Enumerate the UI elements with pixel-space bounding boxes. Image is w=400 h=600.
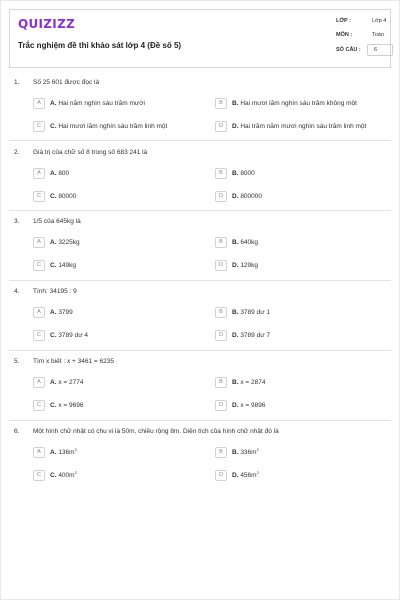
question-divider <box>9 210 391 211</box>
option-content <box>50 239 80 246</box>
option-text: x = 9696 <box>58 402 84 409</box>
question-text: Tính: 34195 : 9 <box>33 288 77 295</box>
option-text: 80000 <box>58 193 77 200</box>
option-letter: C. <box>50 262 57 269</box>
option-letter: D. <box>232 262 239 269</box>
option-box[interactable]: B <box>215 447 227 458</box>
option-box[interactable]: A <box>33 377 45 388</box>
option-text: 640kg <box>240 239 259 246</box>
option-content <box>232 309 270 316</box>
option-superscript: 2 <box>74 469 77 475</box>
option-letter: B. <box>232 379 239 386</box>
quizizz-logo: QUIZIZZ <box>18 17 76 31</box>
worksheet-title: Trắc nghiệm đề thi khảo sát lớp 4 (Đề số 5) <box>18 41 182 50</box>
option-content <box>232 402 265 409</box>
meta-class-label: LỚP : <box>336 18 351 24</box>
meta-subject-value: Toán <box>372 32 384 38</box>
option-text: x = 2874 <box>240 379 266 386</box>
option-content <box>50 262 76 269</box>
option-content <box>232 262 258 269</box>
option-box[interactable]: A <box>33 237 45 248</box>
question-text: Một hình chữ nhật có chu vi là 50m, chiều rộng 8m. Diện tích của hình chữ nhật đó là <box>33 428 279 435</box>
option-box[interactable]: A <box>33 307 45 318</box>
option-letter: C. <box>50 332 57 339</box>
option-text: Hai mươi lăm nghìn sáu trăm không một <box>240 100 357 107</box>
option-text: Hai mươi lăm nghìn sáu trăm linh một <box>58 123 168 130</box>
option-letter: B. <box>232 309 239 316</box>
option-superscript: 2 <box>256 469 259 475</box>
question-number: 4. <box>14 288 20 295</box>
option-text: x = 2774 <box>58 379 84 386</box>
question-divider <box>9 350 391 351</box>
question-number: 5. <box>14 358 20 365</box>
option-content <box>232 170 255 177</box>
option-box[interactable]: C <box>33 191 45 202</box>
option-text: 129kg <box>240 262 259 269</box>
option-letter: A. <box>50 449 57 456</box>
option-superscript: 2 <box>256 446 259 452</box>
option-box[interactable]: B <box>215 168 227 179</box>
option-content <box>232 239 258 246</box>
worksheet-header <box>9 9 391 68</box>
option-text: 336m <box>240 449 257 456</box>
option-content <box>232 379 265 386</box>
option-letter: C. <box>50 123 57 130</box>
question-text: Giá trị của chữ số 8 trong số 683 241 là <box>33 149 148 156</box>
option-letter: C. <box>50 402 57 409</box>
option-letter: A. <box>50 309 57 316</box>
option-content <box>232 469 259 479</box>
option-text: 8000 <box>240 170 255 177</box>
option-letter: D. <box>232 193 239 200</box>
option-letter: A. <box>50 100 57 107</box>
option-content <box>232 123 366 130</box>
option-letter: B. <box>232 449 239 456</box>
option-letter: B. <box>232 170 239 177</box>
option-letter: D. <box>232 472 239 479</box>
option-text: 3789 dư 7 <box>240 332 270 339</box>
question-divider <box>9 280 391 281</box>
option-text: 3799 <box>58 309 73 316</box>
option-letter: A. <box>50 239 57 246</box>
question-text: Tìm x biết : x + 3461 = 6235 <box>33 358 114 365</box>
option-box[interactable]: D <box>215 400 227 411</box>
option-text: 456m <box>240 472 257 479</box>
option-box[interactable]: C <box>33 470 45 481</box>
option-box[interactable]: C <box>33 121 45 132</box>
option-content <box>50 332 88 339</box>
option-box[interactable]: D <box>215 330 227 341</box>
option-letter: D. <box>232 332 239 339</box>
option-content <box>50 123 167 130</box>
option-text: 136m <box>58 449 75 456</box>
option-content <box>50 193 76 200</box>
question-divider <box>9 420 391 421</box>
option-text: Hai năm nghìn sáu trăm mười <box>58 100 145 107</box>
option-content <box>232 193 262 200</box>
option-text: Hai trăm năm mươi nghìn sáu trăm linh một <box>240 123 367 130</box>
option-box[interactable]: D <box>215 470 227 481</box>
option-box[interactable]: B <box>215 307 227 318</box>
option-letter: D. <box>232 123 239 130</box>
meta-class-value: Lớp 4 <box>372 18 387 24</box>
question-text: 1/5 của 645kg là <box>33 218 81 225</box>
option-box[interactable]: B <box>215 237 227 248</box>
option-content <box>50 100 145 107</box>
option-text: 3789 dư 4 <box>58 332 88 339</box>
option-box[interactable]: C <box>33 330 45 341</box>
question-number: 1. <box>14 79 20 86</box>
option-box[interactable]: C <box>33 400 45 411</box>
option-content <box>50 170 69 177</box>
option-superscript: 2 <box>74 446 77 452</box>
question-text: Số 25 601 được đọc là <box>33 79 100 86</box>
option-box[interactable]: B <box>215 377 227 388</box>
option-content <box>50 446 77 456</box>
question-divider <box>9 140 391 141</box>
option-content <box>232 332 270 339</box>
option-text: 400m <box>58 472 75 479</box>
option-text: 3789 dư 1 <box>240 309 270 316</box>
option-content <box>232 446 259 456</box>
option-letter: B. <box>232 239 239 246</box>
question-number: 3. <box>14 218 20 225</box>
option-letter: C. <box>50 472 57 479</box>
option-letter: A. <box>50 170 57 177</box>
option-content <box>50 402 83 409</box>
option-box[interactable]: D <box>215 121 227 132</box>
meta-count-value: 6 <box>374 47 378 53</box>
option-text: 3225kg <box>58 239 80 246</box>
meta-count-label: SỐ CÂU : <box>336 47 361 53</box>
option-text: 149kg <box>58 262 77 269</box>
option-box[interactable]: D <box>215 191 227 202</box>
option-box[interactable]: B <box>215 98 227 109</box>
option-text: x = 9896 <box>240 402 266 409</box>
option-letter: D. <box>232 402 239 409</box>
meta-subject-label: MÔN : <box>336 32 353 38</box>
option-content <box>50 469 77 479</box>
option-content <box>232 100 357 107</box>
option-letter: B. <box>232 100 239 107</box>
question-number: 6. <box>14 428 20 435</box>
option-text: 800000 <box>240 193 263 200</box>
option-box[interactable]: A <box>33 98 45 109</box>
option-letter: A. <box>50 379 57 386</box>
option-box[interactable]: A <box>33 168 45 179</box>
question-number: 2. <box>14 149 20 156</box>
option-box[interactable]: C <box>33 260 45 271</box>
option-letter: C. <box>50 193 57 200</box>
option-content <box>50 379 83 386</box>
option-box[interactable]: A <box>33 447 45 458</box>
option-box[interactable]: D <box>215 260 227 271</box>
option-text: 800 <box>58 170 70 177</box>
option-content <box>50 309 73 316</box>
